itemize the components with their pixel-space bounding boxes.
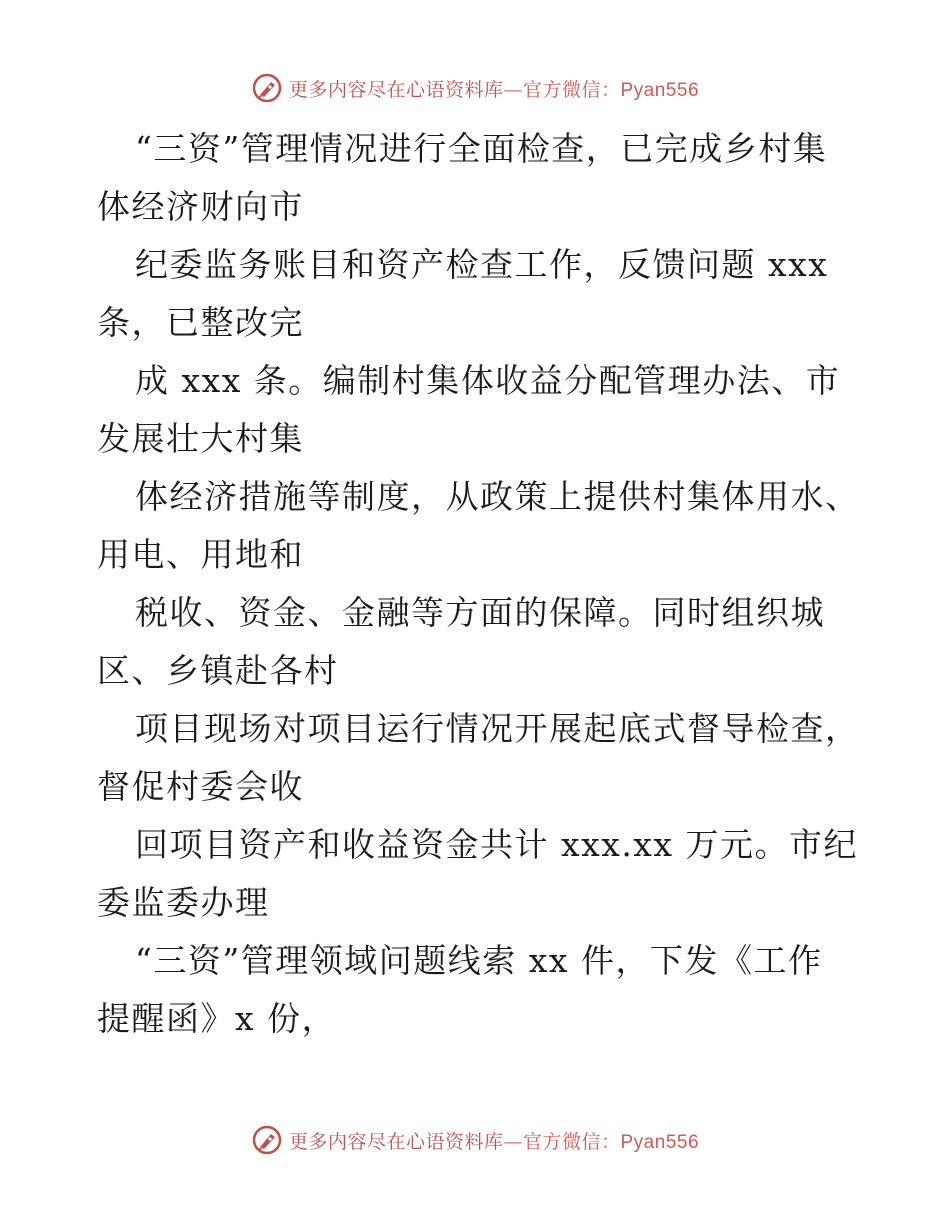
watermark-text xyxy=(289,75,699,102)
paragraph-line: 条，已整改完 xyxy=(97,303,304,342)
paragraph-line: 税收、资金、金融等方面的保障。同时组织城 xyxy=(135,593,825,632)
paragraph xyxy=(97,932,867,1048)
paragraph xyxy=(97,120,867,236)
paragraph-line: “三资”管理领域问题线索 xx 件，下发《工作 xyxy=(135,941,823,980)
paragraph-line: 督促村委会收 xyxy=(97,767,304,806)
paragraph-line: 用电、用地和 xyxy=(97,535,304,574)
paragraph-line: 成 xxx 条。编制村集体收益分配管理办法、市 xyxy=(135,361,841,400)
header-watermark xyxy=(0,72,950,104)
paragraph-line: 体经济财向市 xyxy=(97,187,304,226)
document-body xyxy=(97,120,867,1048)
paragraph xyxy=(97,352,867,468)
paragraph xyxy=(97,236,867,352)
watermark-text xyxy=(289,1127,699,1154)
watermark-contact: 官方微信：Pyan556 xyxy=(523,79,700,101)
paragraph-line: 提醒函》x 份， xyxy=(97,999,337,1038)
footer-watermark xyxy=(0,1124,950,1156)
paragraph-line: 回项目资产和收益资金共计 xxx.xx 万元。市纪 xyxy=(135,825,859,864)
pen-nib-logo-icon xyxy=(251,72,283,104)
watermark-separator: — xyxy=(503,78,523,101)
paragraph xyxy=(97,700,867,816)
paragraph-line: 区、乡镇赴各村 xyxy=(97,651,339,690)
paragraph-line: 发展壮大村集 xyxy=(97,419,304,458)
watermark-brand: 更多内容尽在心语资料库 xyxy=(288,1130,504,1153)
watermark-brand: 更多内容尽在心语资料库 xyxy=(288,78,504,101)
paragraph xyxy=(97,584,867,700)
paragraph xyxy=(97,468,867,584)
watermark-separator: — xyxy=(503,1130,523,1153)
paragraph-line: 委监委办理 xyxy=(97,883,270,922)
paragraph-line: 体经济措施等制度，从政策上提供村集体用水、 xyxy=(135,477,860,516)
paragraph-line: 项目现场对项目运行情况开展起底式督导检查， xyxy=(135,709,860,748)
paragraph-line: 纪委监务账目和资产检查工作，反馈问题 xxx xyxy=(135,245,829,284)
paragraph-line: “三资”管理情况进行全面检查，已完成乡村集 xyxy=(135,129,828,168)
pen-nib-logo-icon xyxy=(251,1124,283,1156)
paragraph xyxy=(97,816,867,932)
watermark-contact: 官方微信：Pyan556 xyxy=(523,1131,700,1153)
